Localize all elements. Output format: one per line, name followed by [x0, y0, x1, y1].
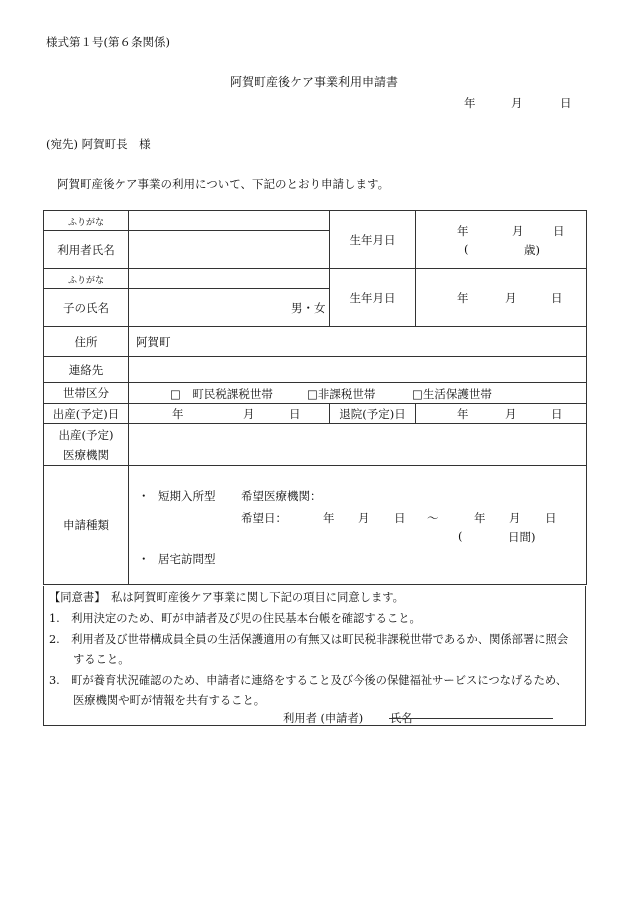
child-birth-year: 年	[457, 291, 469, 305]
days-unit: 日間)	[508, 530, 536, 544]
short-stay-bullet: ・	[138, 489, 150, 503]
discharge-day: 日	[551, 407, 563, 421]
child-name-field[interactable]	[129, 289, 330, 327]
date-day-label: 日	[560, 96, 572, 110]
agreement-item-1: 1. 利用決定のため、町が申請者及び児の住民基本台帳を確認すること。	[49, 612, 421, 625]
child-name-label: 子の氏名	[63, 300, 109, 315]
address-label: 住所	[74, 334, 98, 349]
form-number: 様式第１号(第６条関係)	[46, 35, 170, 49]
child-name-label-cell	[44, 289, 129, 327]
signer-label: 利用者 (申請者)	[283, 712, 364, 725]
user-birth-day: 日	[553, 224, 565, 238]
child-birthdate-field[interactable]	[416, 269, 587, 327]
contact-label-cell	[44, 357, 129, 383]
birth-date-day: 日	[289, 407, 301, 421]
desired-institution-label: 希望医療機関：	[241, 489, 322, 503]
application-form-table	[43, 210, 587, 585]
desired-end-day: 日	[545, 511, 557, 525]
discharge-date-field[interactable]	[416, 404, 587, 424]
desired-end-month: 月	[509, 511, 521, 525]
child-furigana-field[interactable]	[129, 269, 330, 289]
user-birthdate-field[interactable]	[416, 211, 587, 269]
contact-label: 連絡先	[68, 362, 104, 377]
contact-field[interactable]	[129, 357, 587, 383]
birth-date-field[interactable]	[129, 404, 330, 424]
agreement-item-3b: 医療機関や町が情報を共有すること。	[73, 694, 266, 707]
home-visit-option[interactable]: 居宅訪問型	[158, 552, 216, 566]
discharge-label-cell	[330, 404, 416, 424]
child-birth-month: 月	[505, 291, 517, 305]
agreement-item-2a: 2. 利用者及び世帯構成員全員の生活保護適用の有無又は町民税非課税世帯であるか、関係部署に照会	[49, 633, 569, 646]
user-name-label: 利用者氏名	[57, 242, 115, 257]
household-option-taxable[interactable]: □ 町民税課税世帯	[170, 387, 273, 401]
user-birth-month: 月	[512, 224, 524, 238]
address-value: 阿賀町	[136, 334, 171, 349]
user-birthdate-label-cell	[330, 211, 416, 269]
household-options	[129, 383, 587, 404]
desired-end-year: 年	[474, 511, 486, 525]
application-type-label: 申請種類	[63, 518, 109, 532]
agreement-section	[43, 586, 586, 726]
user-furigana-field[interactable]	[129, 211, 330, 231]
furigana-label-cell	[44, 211, 129, 231]
signature-name-label: 氏名	[390, 712, 413, 725]
gender-options[interactable]: 男・女	[291, 301, 326, 315]
institution-label-line2: 医療機関	[63, 447, 109, 462]
desired-start-month: 月	[358, 511, 370, 525]
address-label-cell	[44, 327, 129, 357]
user-birth-year: 年	[457, 224, 469, 238]
page-title: 阿賀町産後ケア事業利用申請書	[230, 75, 399, 89]
days-open: (	[458, 529, 463, 543]
desired-start-year: 年	[323, 511, 335, 525]
user-age-open: (	[464, 242, 469, 256]
addressee: (宛先) 阿賀町長 様	[46, 137, 151, 151]
date-year-label: 年	[464, 96, 476, 110]
date-month-label: 月	[511, 96, 523, 110]
discharge-label: 退院(予定)日	[339, 406, 406, 421]
furigana-label: ふりがな	[67, 217, 104, 228]
birth-date-month: 月	[243, 407, 255, 421]
discharge-month: 月	[505, 407, 517, 421]
address-field[interactable]	[129, 327, 587, 357]
child-birthdate-label: 生年月日	[349, 290, 396, 305]
user-age-unit: 歳)	[524, 243, 540, 257]
agreement-item-2b: すること。	[73, 653, 130, 666]
user-name-field[interactable]	[129, 231, 330, 269]
household-option-welfare[interactable]: □生活保護世帯	[412, 387, 492, 401]
birth-date-label-cell	[44, 404, 129, 424]
child-birthdate-label-cell	[330, 269, 416, 327]
user-birthdate-label: 生年月日	[349, 232, 396, 247]
agreement-heading: 【同意書】 私は阿賀町産後ケア事業に関し下記の項目に同意します。	[49, 591, 404, 604]
application-type-label-cell	[44, 466, 129, 585]
institution-label-line1: 出産(予定)	[58, 427, 114, 442]
short-stay-option[interactable]: 短期入所型	[158, 489, 216, 503]
child-furigana-label-cell	[44, 269, 129, 289]
child-furigana-label: ふりがな	[67, 275, 104, 286]
signature-line[interactable]	[389, 718, 553, 719]
household-label-cell	[44, 383, 129, 404]
birth-date-label: 出産(予定)日	[52, 406, 120, 421]
desired-date-label: 希望日：	[241, 511, 287, 525]
child-birth-day: 日	[551, 291, 563, 305]
date-range-tilde: ～	[427, 511, 439, 525]
home-visit-bullet: ・	[138, 552, 150, 566]
institution-field[interactable]	[129, 424, 587, 466]
discharge-year: 年	[457, 407, 469, 421]
intro-text: 阿賀町産後ケア事業の利用について、下記のとおり申請します。	[57, 177, 390, 191]
application-type-field	[129, 466, 587, 585]
agreement-item-3a: 3. 町が養育状況確認のため、申請者に連絡をすること及び今後の保健福祉サービスにつなげるため、	[49, 674, 568, 687]
household-label: 世帯区分	[63, 386, 109, 400]
birth-date-year: 年	[172, 407, 184, 421]
user-name-label-cell	[44, 231, 129, 269]
institution-label-cell	[44, 424, 129, 466]
desired-start-day: 日	[394, 511, 406, 525]
household-option-nontaxable[interactable]: □非課税世帯	[307, 387, 376, 401]
